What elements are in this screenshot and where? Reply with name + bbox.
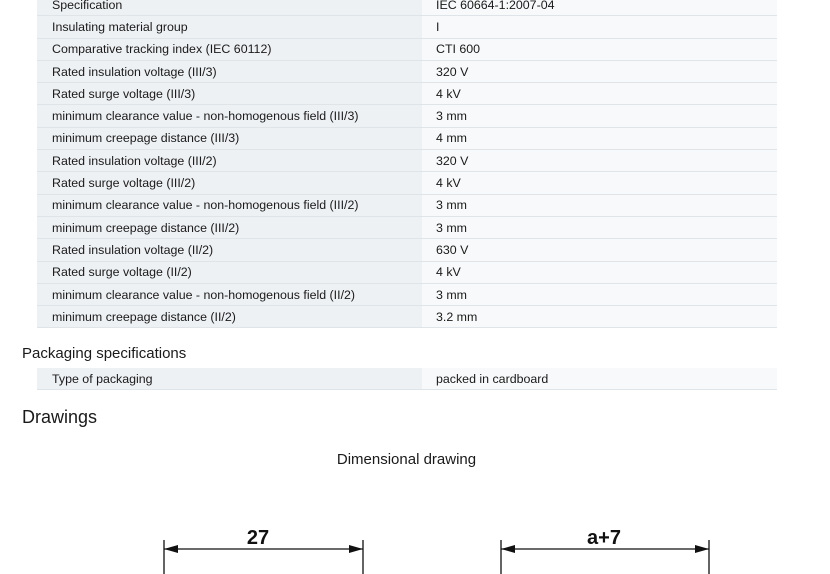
row-value: 3.2 mm xyxy=(422,306,777,328)
dimension-27 xyxy=(164,527,363,574)
row-label: minimum creepage distance (II/2) xyxy=(37,306,422,328)
packaging-section-title: Packaging specifications xyxy=(22,345,187,362)
row-value: 320 V xyxy=(422,60,777,82)
row-value: CTI 600 xyxy=(422,38,777,60)
row-value: 320 V xyxy=(422,150,777,172)
drawing-caption: Dimensional drawing xyxy=(336,451,477,468)
row-label: Rated surge voltage (III/3) xyxy=(37,83,422,105)
row-value: 4 kV xyxy=(422,83,777,105)
row-label: Rated insulation voltage (III/2) xyxy=(37,150,422,172)
row-label: minimum clearance value - non-homogenous field (III/3) xyxy=(37,105,422,127)
row-label: minimum creepage distance (III/2) xyxy=(37,216,422,238)
row-value: 4 mm xyxy=(422,127,777,149)
dimension-a-plus-7 xyxy=(501,527,709,574)
dimension-label: 27 xyxy=(246,527,270,549)
row-value: packed in cardboard xyxy=(422,368,777,390)
row-value: 3 mm xyxy=(422,283,777,305)
row-label: Comparative tracking index (IEC 60112) xyxy=(37,38,422,60)
row-value: 3 mm xyxy=(422,194,777,216)
row-label: Insulating material group xyxy=(37,16,422,38)
row-value: 3 mm xyxy=(422,216,777,238)
row-value: 4 kV xyxy=(422,172,777,194)
drawings-section-title: Drawings xyxy=(22,407,98,427)
dimension-label: a+7 xyxy=(587,527,621,549)
row-label: Specification xyxy=(37,0,422,16)
row-value: I xyxy=(422,16,777,38)
row-value: 3 mm xyxy=(422,105,777,127)
row-label: Type of packaging xyxy=(37,368,422,390)
row-value: 4 kV xyxy=(422,261,777,283)
row-label: Rated surge voltage (II/2) xyxy=(37,261,422,283)
row-label: minimum creepage distance (III/3) xyxy=(37,127,422,149)
row-label: Rated insulation voltage (III/3) xyxy=(37,60,422,82)
row-label: minimum clearance value - non-homogenous field (II/2) xyxy=(37,283,422,305)
row-label: minimum clearance value - non-homogenous field (III/2) xyxy=(37,194,422,216)
row-value: IEC 60664-1:2007-04 xyxy=(422,0,777,16)
row-label: Rated insulation voltage (II/2) xyxy=(37,239,422,261)
row-value: 630 V xyxy=(422,239,777,261)
row-label: Rated surge voltage (III/2) xyxy=(37,172,422,194)
